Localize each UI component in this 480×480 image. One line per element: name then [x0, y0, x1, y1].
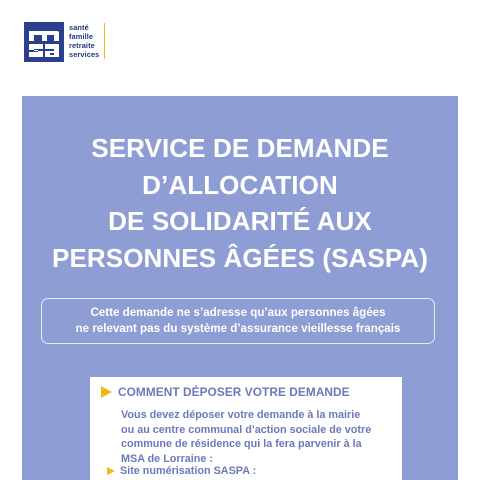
paragraph-line: Vous devez déposer votre demande à la mairie [121, 409, 361, 421]
logo-word: services [69, 50, 105, 59]
title-line: PERSONNES ÂGÉES (SASPA) [52, 242, 428, 273]
title-line: DE SOLIDARITÉ AUX [108, 206, 372, 236]
logo-word: famille [69, 32, 105, 41]
instructions-card [90, 377, 402, 480]
eligibility-notice [41, 298, 435, 344]
title-line: D’ALLOCATION [142, 169, 338, 200]
instructions-paragraph [121, 408, 397, 466]
section-heading [101, 385, 350, 399]
item-label: Site numérisation SASPA : [120, 465, 257, 477]
notice-line: ne relevant pas du système d’assurance vieillesse français [75, 322, 401, 335]
main-panel [22, 96, 458, 480]
triangle-bullet-icon [101, 386, 112, 398]
section-title: COMMENT DÉPOSER VOTRE DEMANDE [118, 385, 350, 399]
title-line: SERVICE DE DEMANDE [91, 133, 389, 163]
msa-logo [24, 22, 105, 62]
logo-word: santé [69, 23, 105, 32]
paragraph-line: commune de résidence qui la fera parvenir à la [121, 438, 362, 450]
list-item [107, 465, 256, 477]
msa-logo-icon [24, 22, 64, 62]
paragraph-line: MSA de Lorraine : [121, 452, 213, 465]
logo-word: retraite [69, 41, 105, 50]
notice-line: Cette demande ne s’adresse qu’aux personnes âgées [90, 306, 386, 319]
logo-tagline [69, 23, 105, 59]
page-title [22, 130, 458, 276]
paragraph-line: ou au centre communal d’action sociale de votre [121, 423, 372, 436]
triangle-bullet-icon [107, 467, 115, 475]
